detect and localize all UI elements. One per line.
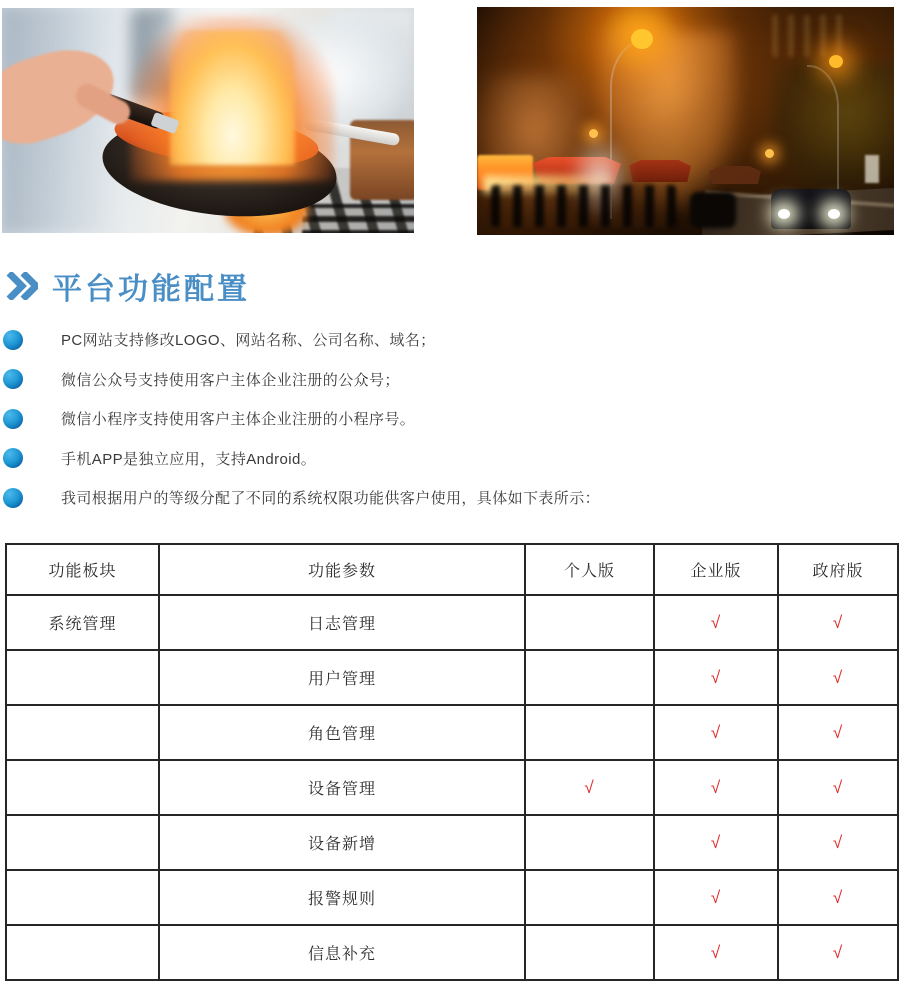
cell-module [6,815,159,870]
cell-param: 设备新增 [159,815,525,870]
cell-param: 设备管理 [159,760,525,815]
cell-personal [525,870,654,925]
table-row [6,815,898,870]
table-row [6,650,898,705]
bullet-list [3,320,883,518]
cell-enterprise: √ [654,650,778,705]
cell-module [6,925,159,980]
bullet-dot-icon [3,409,23,429]
cell-government: √ [778,705,898,760]
cell-param: 用户管理 [159,650,525,705]
bullet-dot-icon [3,488,23,508]
col-header-param: 功能参数 [159,544,525,595]
bullet-text: 微信公众号支持使用客户主体企业注册的公众号； [61,371,400,389]
cell-government: √ [778,595,898,650]
bullet-item [3,478,883,518]
cell-module [6,650,159,705]
double-chevron-icon [6,272,38,300]
col-header-government: 政府版 [778,544,898,595]
cell-enterprise: √ [654,760,778,815]
table-header-row [6,544,898,595]
red-canopy-tent [629,160,691,182]
streetlamp-light [829,55,843,68]
bullet-text: 我司根据用户的等级分配了不同的系统权限功能供客户使用，具体如下表所示： [61,490,601,508]
building-windows [772,15,842,57]
cell-param: 报警规则 [159,870,525,925]
streetlamp-light [765,149,774,158]
lightbox-sign [865,155,879,183]
cell-government: √ [778,815,898,870]
section-heading [6,264,250,308]
table-row [6,595,898,650]
bullet-text: 手机APP是独立应用，支持Android。 [61,450,317,468]
cell-personal: √ [525,760,654,815]
cell-government: √ [778,925,898,980]
cell-personal [525,595,654,650]
bullet-item [3,439,883,479]
car-headlight [778,209,790,219]
bullet-item [3,360,883,400]
col-header-personal: 个人版 [525,544,654,595]
cell-module [6,870,159,925]
pan-flame-core [170,30,295,165]
table-row [6,870,898,925]
cell-personal [525,705,654,760]
col-header-module: 功能板块 [6,544,159,595]
bullet-dot-icon [3,448,23,468]
cell-module [6,760,159,815]
cell-param: 角色管理 [159,705,525,760]
kitchen-pan-fire-photo [2,8,414,233]
bullet-text: PC网站支持修改LOGO、网站名称、公司名称、域名； [61,332,436,350]
cell-module [6,705,159,760]
cell-enterprise: √ [654,870,778,925]
motorbike-silhouette [690,192,736,228]
night-street-smoke-photo [477,7,894,235]
feature-table [5,543,899,981]
cell-personal [525,925,654,980]
cell-personal [525,815,654,870]
cell-enterprise: √ [654,925,778,980]
stove-grate [302,204,414,233]
cell-government: √ [778,870,898,925]
cell-personal [525,650,654,705]
cell-enterprise: √ [654,595,778,650]
bullet-item [3,399,883,439]
table-row [6,925,898,980]
cell-enterprise: √ [654,705,778,760]
bullet-text: 微信小程序支持使用客户主体企业注册的小程序号。 [61,411,416,429]
bullet-dot-icon [3,369,23,389]
cell-param: 信息补充 [159,925,525,980]
streetlamp-light [631,29,653,49]
table-row [6,705,898,760]
cell-param: 日志管理 [159,595,525,650]
col-header-enterprise: 企业版 [654,544,778,595]
car-headlight [828,209,840,219]
cell-module: 系统管理 [6,595,159,650]
cell-government: √ [778,650,898,705]
crowd-silhouettes [491,185,676,227]
bullet-item [3,320,883,360]
bullet-dot-icon [3,330,23,350]
cell-government: √ [778,760,898,815]
section-title: 平台功能配置 [52,273,250,306]
cell-enterprise: √ [654,815,778,870]
canopy-tent [709,166,761,184]
table-row [6,760,898,815]
